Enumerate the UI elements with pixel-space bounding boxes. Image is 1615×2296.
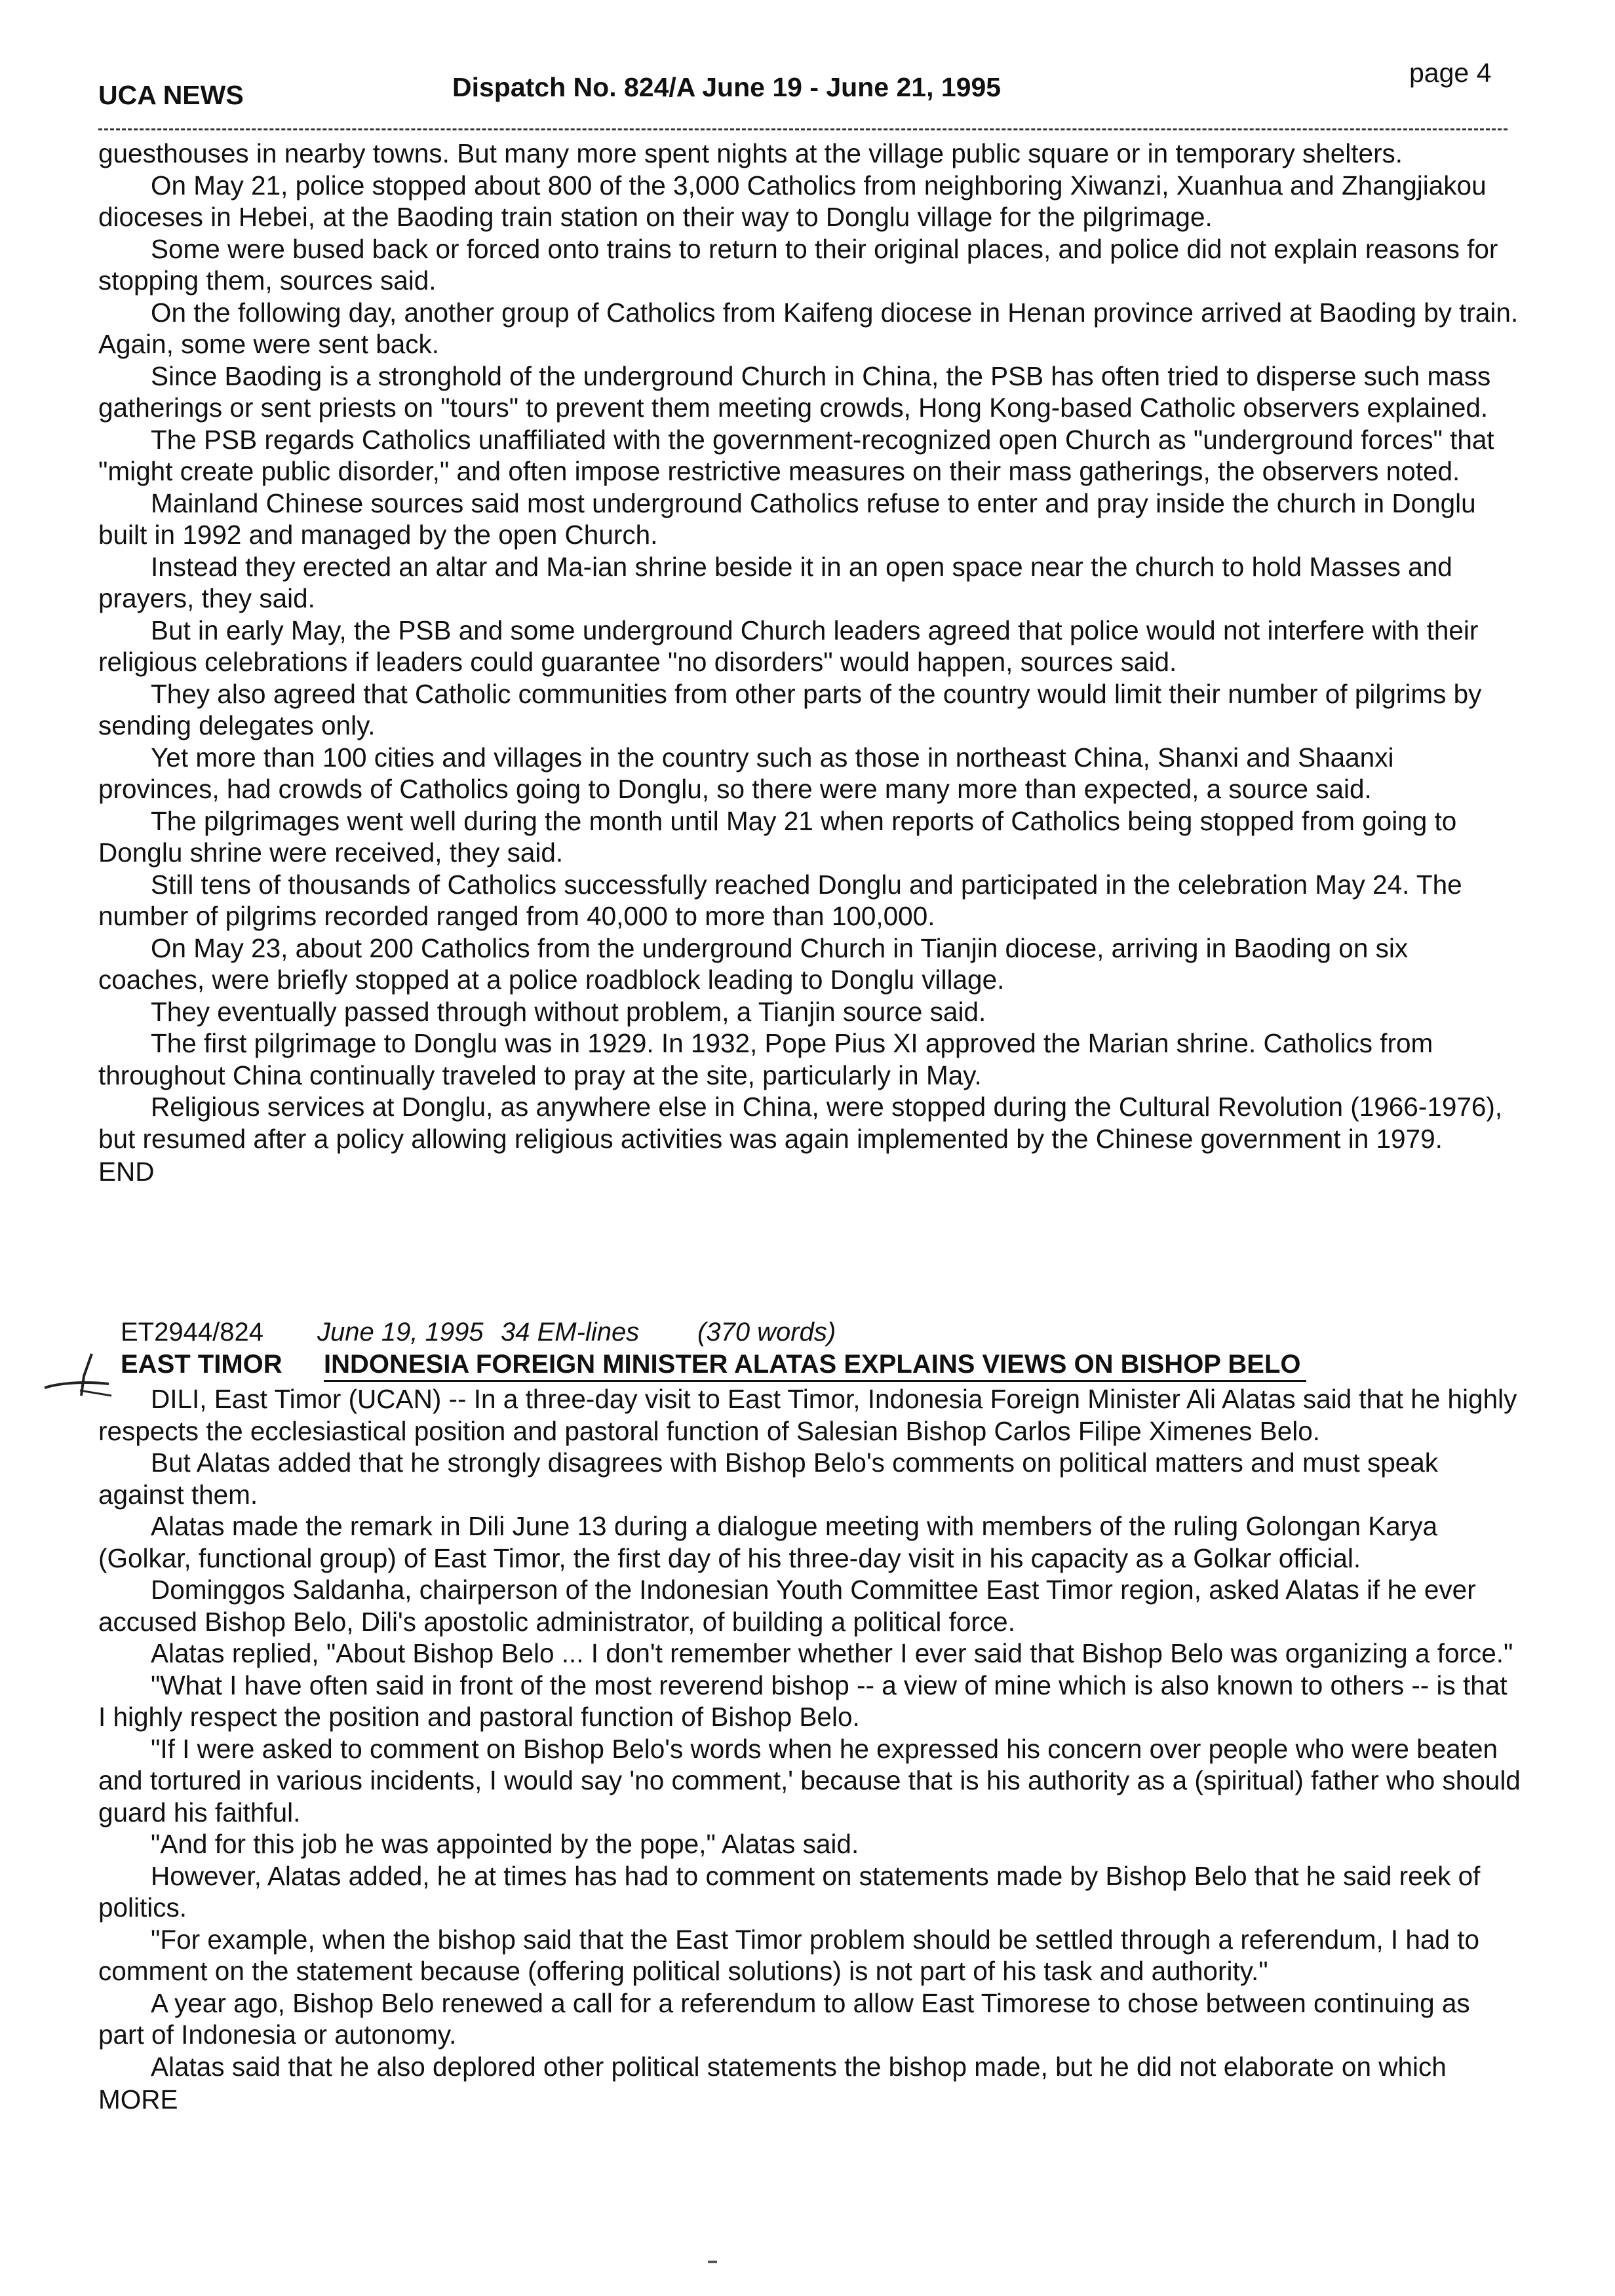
paragraph: They also agreed that Catholic communities from other parts of the country would limit their number of pilgrims by sending delegates only. — [98, 678, 1482, 740]
paragraph: Instead they erected an altar and Ma-ian shrine beside it in an open space near the church to hold Masses and prayers, they said. — [98, 551, 1452, 613]
story-id: ET2944/824 — [121, 1318, 263, 1347]
paragraph: Religious services at Donglu, as anywhere else in China, were stopped during the Cultural Revolution (1966-1976), but resumed after a policy allowing religious activities was again implemented by the Chinese government in 1979. — [98, 1092, 1503, 1154]
paragraph: Alatas said that he also deplored other political statements the bishop made, but he did not elaborate on which — [151, 2051, 1447, 2082]
paragraph: guesthouses in nearby towns. But many more spent nights at the village public square or in temporary shelters. — [98, 138, 1403, 168]
publication-name: UCA NEWS — [98, 80, 244, 110]
paragraph: Yet more than 100 cities and villages in the country such as those in northeast China, Shanxi and Shaanxi provinces, had crowds of Catholics going to Donglu, so there were many more than expected, a source said. — [98, 742, 1394, 804]
page-header — [98, 58, 1508, 124]
paragraph: "For example, when the bishop said that the East Timor problem should be settled through a referendum, I had to comment on the statement because (offering political solutions) is not part of his task and authority." — [98, 1924, 1480, 1986]
paragraph: However, Alatas added, he at times has had to comment on statements made by Bishop Belo that he said reek of politics. — [98, 1860, 1481, 1923]
paragraph: Alatas replied, "About Bishop Belo ... I don't remember whether I ever said that Bishop Belo was organizing a force." — [151, 1638, 1513, 1668]
story-location: EAST TIMOR — [121, 1350, 282, 1379]
story-word-count: (370 words) — [697, 1318, 836, 1347]
paragraph: On the following day, another group of Catholics from Kaifeng diocese in Henan province arrived at Baoding by train. Again, some were sent back. — [98, 297, 1519, 359]
paragraph: "And for this job he was appointed by the pope," Alatas said. — [151, 1829, 859, 1859]
paragraph: But Alatas added that he strongly disagrees with Bishop Belo's comments on political matters and must speak against them. — [98, 1447, 1439, 1510]
paragraph: "If I were asked to comment on Bishop Belo's words when he expressed his concern over people who were beaten and tortured in various incidents, I would say 'no comment,' because that is his authority as a (spiritual) father who should guard his faithful. — [98, 1733, 1521, 1827]
story-headline: INDONESIA FOREIGN MINISTER ALATAS EXPLAINS VIEWS ON BISHOP BELO — [324, 1349, 1306, 1382]
end-marker: END — [98, 1157, 155, 1187]
page-speck — [708, 2261, 717, 2263]
paragraph: On May 21, police stopped about 800 of the 3,000 Catholics from neighboring Xiwanzi, Xuanhua and Zhangjiakou dioceses in Hebei, at the Baoding train station on their way to Donglu village for the pilgrimage. — [98, 170, 1487, 232]
story-line-count: 34 EM-lines — [501, 1318, 640, 1347]
header-divider — [98, 128, 1508, 130]
paragraph: Alatas made the remark in Dili June 13 during a dialogue meeting with members of the ruling Golongan Karya (Golkar, functional group) of East Timor, the first day of his three-day visit in his capacity as a Golkar official. — [98, 1511, 1438, 1573]
story-date: June 19, 1995 — [317, 1318, 484, 1347]
story-continued — [98, 138, 1521, 1188]
story-slug — [98, 1316, 1521, 1349]
paragraph: A year ago, Bishop Belo renewed a call for a referendum to allow East Timorese to chose between continuing as part of Indonesia or autonomy. — [98, 1987, 1470, 2050]
paragraph: But in early May, the PSB and some underground Church leaders agreed that police would not interfere with their religious celebrations if leaders could guarantee "no disorders" would happen, sources said. — [98, 615, 1479, 677]
paragraph: Dominggos Saldanha, chairperson of the Indonesian Youth Committee East Timor region, asked Alatas if he ever accused Bishop Belo, Dili's apostolic administrator, of building a political force. — [98, 1575, 1476, 1637]
paragraph: Some were bused back or forced onto trains to return to their original places, and police did not explain reasons for stopping them, sources said. — [98, 233, 1498, 296]
story-east-timor — [98, 1316, 1521, 2116]
paragraph: The first pilgrimage to Donglu was in 1929. In 1932, Pope Pius XI approved the Marian shrine. Catholics from throughout China continually traveled to pray at the site, particularly in May. — [98, 1028, 1433, 1090]
more-marker: MORE — [98, 2084, 178, 2114]
story-headline-row — [98, 1349, 1521, 1382]
dispatch-info: Dispatch No. 824/A June 19 - June 21, 1995 — [452, 72, 1002, 102]
paragraph: The PSB regards Catholics unaffiliated with the government-recognized open Church as "underground forces" that "might create public disorder," and often impose restrictive measures on their mass gatherings, the observers noted. — [98, 424, 1494, 486]
paragraph: DILI, East Timor (UCAN) -- In a three-day visit to East Timor, Indonesia Foreign Minister Ali Alatas said that he highly respects the ecclesiastical position and pastoral function of Salesian Bishop Carlos Filipe Ximenes Belo. — [98, 1384, 1517, 1446]
paragraph: Mainland Chinese sources said most underground Catholics refuse to enter and pray inside the church in Donglu built in 1992 and managed by the open Church. — [98, 488, 1476, 550]
page-number: page 4 — [1409, 58, 1492, 88]
paragraph: "What I have often said in front of the most reverend bishop -- a view of mine which is also known to others -- is that I highly respect the position and pastoral function of Bishop Belo. — [98, 1670, 1508, 1732]
paragraph: The pilgrimages went well during the month until May 21 when reports of Catholics being stopped from going to Donglu shrine were received, they said. — [98, 805, 1457, 868]
paragraph: They eventually passed through without problem, a Tianjin source said. — [151, 996, 986, 1027]
paragraph: Since Baoding is a stronghold of the underground Church in China, the PSB has often tried to disperse such mass gatherings or sent priests on "tours" to prevent them meeting crowds, Hong Kong-based Catholic observers explained. — [98, 360, 1491, 423]
paragraph: On May 23, about 200 Catholics from the underground Church in Tianjin diocese, arriving in Baoding on six coaches, were briefly stopped at a police roadblock leading to Donglu village. — [98, 932, 1409, 995]
paragraph: Still tens of thousands of Catholics successfully reached Donglu and participated in the celebration May 24. The number of pilgrims recorded ranged from 40,000 to more than 100,000. — [98, 869, 1462, 931]
